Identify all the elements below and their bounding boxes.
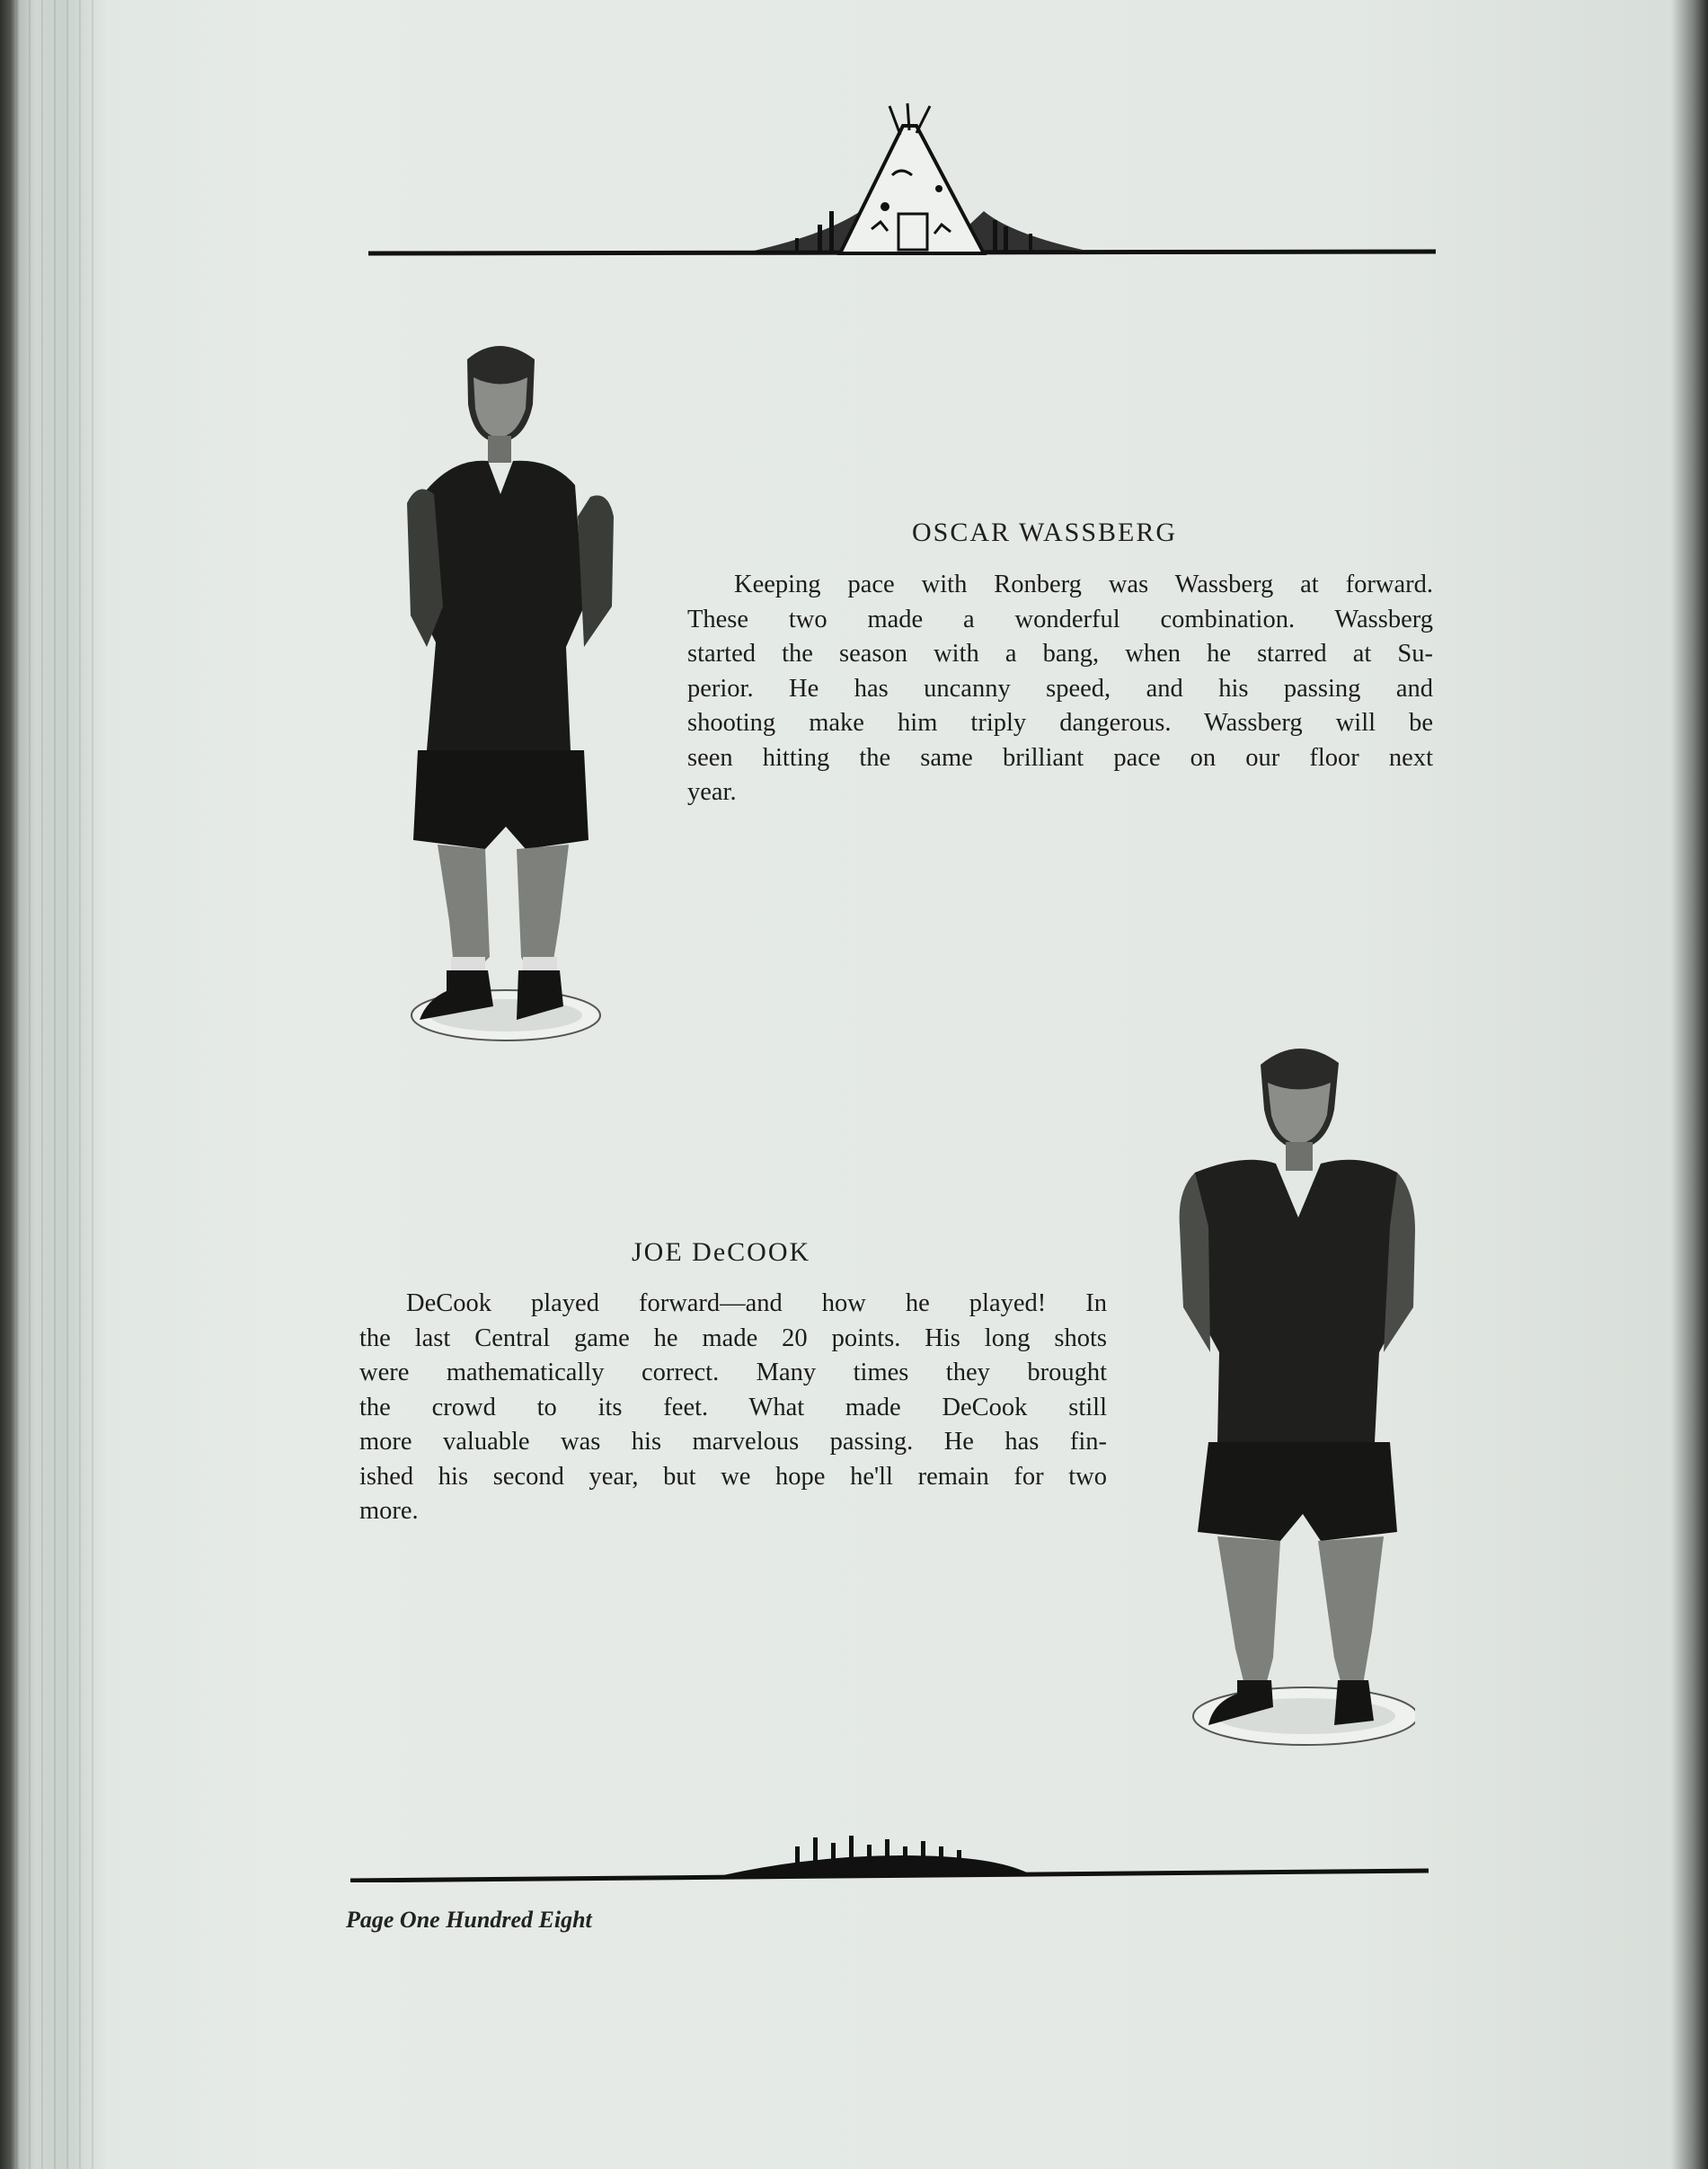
bio-line: shooting make him triply dangerous. Wassberg will be	[687, 709, 1433, 737]
bio-line: DeCook played forward—and how he played! In	[406, 1289, 1107, 1317]
bio-line: perior. He has uncanny speed, and his passing and	[687, 674, 1433, 703]
player-name: OSCAR WASSBERG	[912, 518, 1178, 547]
player-bio	[359, 1287, 1107, 1529]
bio-line: were mathematically correct. Many times they brought	[359, 1359, 1107, 1386]
bio-line: Keeping pace with Ronberg was Wassberg at forward.	[734, 571, 1433, 598]
decook-photo	[1155, 1038, 1415, 1757]
player-bio	[687, 568, 1433, 810]
bio-line: started the season with a bang, when he starred at Su-	[687, 640, 1433, 668]
bio-line: year.	[687, 778, 737, 806]
tepee-ornament	[364, 99, 1442, 261]
page-number-footer: Page One Hundred Eight	[346, 1907, 592, 1933]
bio-line: the last Central game he made 20 points. His long shots	[359, 1324, 1107, 1352]
bio-line: These two made a wonderful combination. Wassberg	[687, 605, 1433, 633]
bio-line: the crowd to its feet. What made DeCook still	[359, 1393, 1107, 1421]
book-page-edges	[16, 0, 97, 2169]
player-name: JOE DeCOOK	[632, 1237, 811, 1267]
bio-line: more valuable was his marvelous passing. He has fin-	[359, 1428, 1107, 1456]
bio-line: seen hitting the same brilliant pace on our floor next	[687, 743, 1433, 772]
bio-line: ished his second year, but we hope he'll remain for two	[359, 1462, 1107, 1491]
bio-line: more.	[359, 1497, 419, 1525]
bottom-ornament	[346, 1819, 1433, 1882]
wassberg-photo	[400, 337, 624, 1056]
